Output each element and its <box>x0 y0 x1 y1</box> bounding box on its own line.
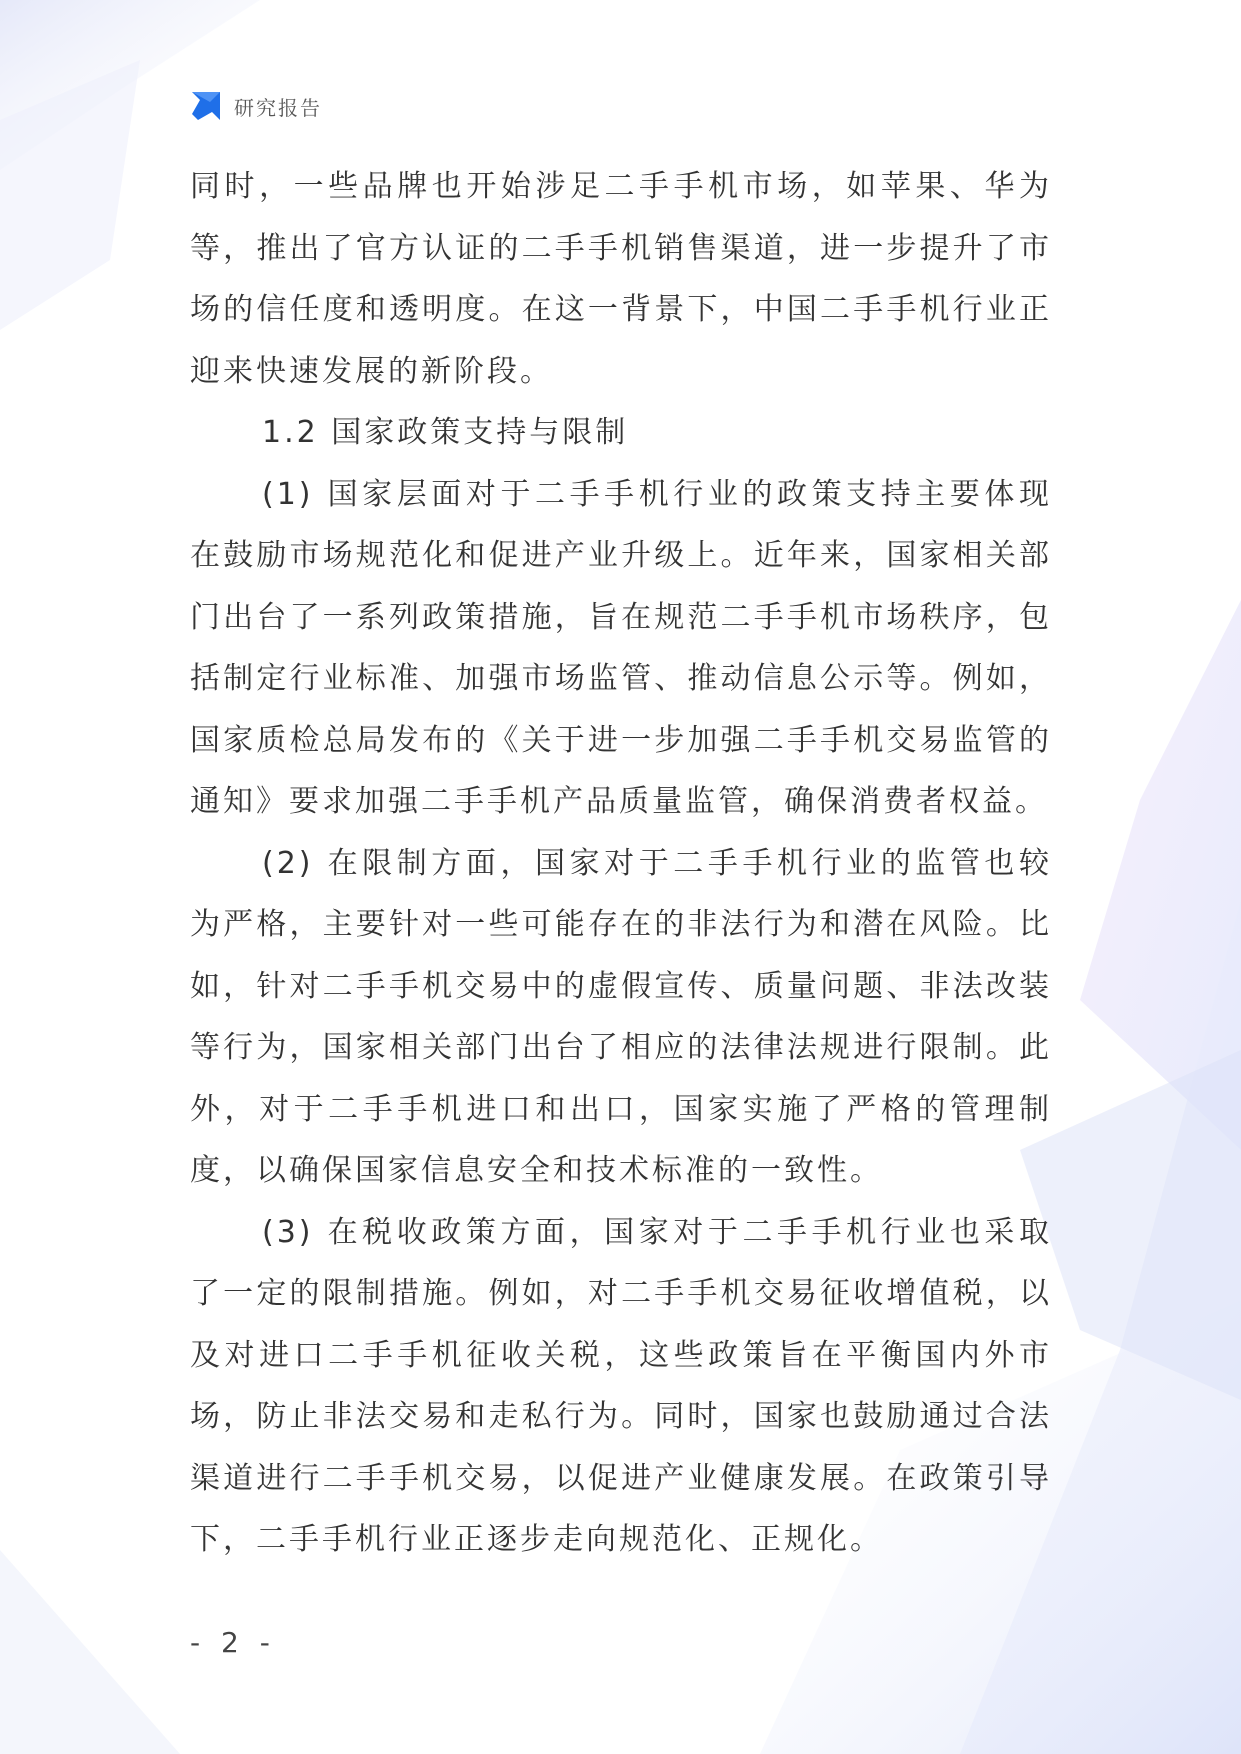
page-number: - 2 - <box>190 1626 276 1659</box>
report-body <box>190 156 1052 1571</box>
arrow-up-right-icon <box>188 88 224 124</box>
header-title: 研究报告 <box>234 95 322 120</box>
paragraph-policy-restriction: (2) 在限制方面，国家对于二手手机行业的监管也较为严格，主要针对一些可能存在的非法行为和潜在风险。比如，针对二手手机交易中的虚假宣传、质量问题、非法改装等行为，国家相关部门出台了相应的法律法规进行限制。此外，对于二手手机进口和出口，国家实施了严格的管理制度，以确保国家信息安全和技术标准的一致性。 <box>190 845 1052 1188</box>
paragraph-tax-policy: (3) 在税收政策方面，国家对于二手手机行业也采取了一定的限制措施。例如，对二手手机交易征收增值税，以及对进口二手手机征收关税，这些政策旨在平衡国内外市场，防止非法交易和走私行为。同时，国家也鼓励通过合法渠道进行二手手机交易，以促进产业健康发展。在政策引导下，二手手机行业正逐步走向规范化、正规化。 <box>190 1214 1052 1557</box>
report-header <box>188 88 322 124</box>
paragraph-policy-support: (1) 国家层面对于二手手机行业的政策支持主要体现在鼓励市场规范化和促进产业升级上。近年来，国家相关部门出台了一系列政策措施，旨在规范二手手机市场秩序，包括制定行业标准、加强市场监管、推动信息公示等。例如，国家质检总局发布的《关于进一步加强二手手机交易监管的通知》要求加强二手手机产品质量监管，确保消费者权益。 <box>190 476 1052 819</box>
paragraph-intro: 同时，一些品牌也开始涉足二手手机市场，如苹果、华为等，推出了官方认证的二手手机销售渠道，进一步提升了市场的信任度和透明度。在这一背景下，中国二手手机行业正迎来快速发展的新阶段。 <box>190 169 1052 389</box>
section-heading: 1.2 国家政策支持与限制 <box>262 415 629 450</box>
